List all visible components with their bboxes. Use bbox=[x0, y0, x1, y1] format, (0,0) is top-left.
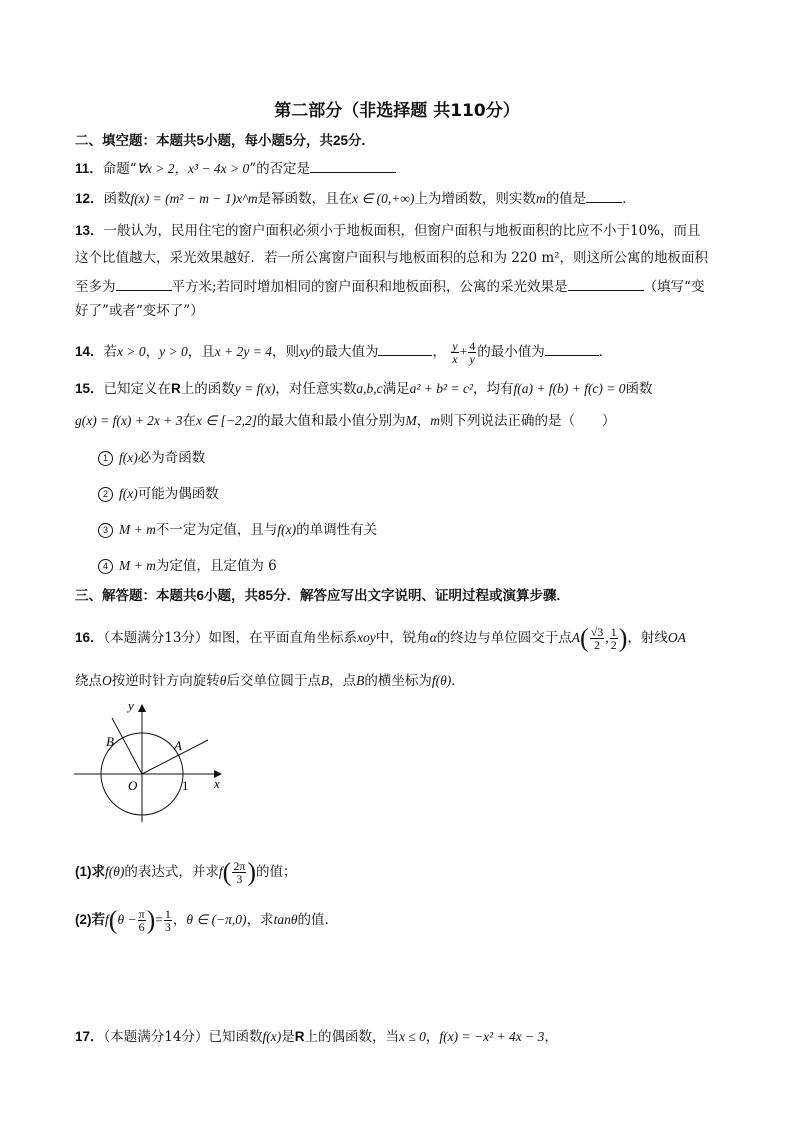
question-13-line2 bbox=[75, 249, 708, 267]
q16-part2-eq: = bbox=[155, 912, 163, 927]
q15-line2-d: 则下列说法正确的是（ ） bbox=[440, 413, 616, 429]
q16-frac2-den: 2 bbox=[610, 638, 617, 652]
q15-option-3[interactable] bbox=[98, 518, 377, 538]
q16-part2-num: π bbox=[138, 907, 145, 921]
question-12 bbox=[75, 188, 636, 208]
option-4-text: 为定值，且定值为 6 bbox=[155, 558, 277, 574]
q16-line1-c: 的终边与单位圆交于点 bbox=[436, 630, 572, 646]
ray-ob bbox=[112, 718, 142, 774]
question-15-line2 bbox=[75, 412, 616, 430]
q16-paren-left: ( bbox=[580, 623, 589, 653]
q12-text-d: 的值是 bbox=[545, 191, 587, 207]
q14-frac1-den: x bbox=[452, 352, 458, 366]
section2-header-text: 二、填空题：本题共5小题，每小题5分，共25分. bbox=[75, 133, 366, 148]
q13-line3-a: 至多为 bbox=[75, 279, 116, 295]
q16-part2-den: 6 bbox=[138, 920, 145, 934]
q16-part1-b: 的表达式，并求 bbox=[124, 864, 219, 880]
q16-part1-frac bbox=[232, 860, 246, 885]
question-16-line1 bbox=[75, 623, 686, 653]
q16-frac-sqrt3-2 bbox=[590, 626, 605, 651]
q16-line2-d: ，点 bbox=[329, 673, 357, 689]
question-16-part1 bbox=[75, 857, 297, 887]
option-4-math: M + m bbox=[119, 558, 156, 573]
q14-text-a: 若 bbox=[103, 344, 118, 360]
q15-line1-b: 上的函数 bbox=[180, 381, 235, 397]
q17-R: R bbox=[294, 1029, 305, 1044]
q14-text-g: 的最小值为 bbox=[477, 344, 545, 360]
q16-frac-1-2 bbox=[610, 626, 618, 651]
q16-part2-frac-pi-6 bbox=[138, 908, 146, 933]
q15-line2-m3: M bbox=[405, 413, 417, 428]
q15-line2-m1: g(x) = f(x) + 2x + 3 bbox=[75, 413, 183, 428]
q16-line2-O: O bbox=[102, 673, 112, 688]
q16-frac1-num: √3 bbox=[590, 625, 604, 639]
q15-line1-R: R bbox=[171, 381, 181, 396]
q13-line2: 这个比值越大，采光效果越好．若一所公寓窗户面积与地板面积的总和为 220 m²，则这所公寓的地板面积 bbox=[75, 250, 709, 266]
q16-frac2-num: 1 bbox=[610, 625, 617, 639]
q16-part1-paren-right: ) bbox=[247, 857, 257, 887]
q17-text-a: （本题满分14分）已知函数 bbox=[103, 1029, 263, 1045]
q17-text-d: ， bbox=[425, 1029, 440, 1045]
one-label: 1 bbox=[182, 778, 189, 793]
q15-line1-a: 已知定义在 bbox=[103, 381, 172, 397]
option-1-math: f(x) bbox=[119, 450, 138, 465]
section3-header-text: 三、解答题：本题共6小题，共85分．解答应写出文字说明、证明过程或演算步骤. bbox=[75, 588, 561, 603]
q11-number: 11． bbox=[75, 161, 103, 176]
q13-answer-blank-1[interactable] bbox=[116, 276, 172, 291]
q16-line2-end: ． bbox=[451, 673, 465, 689]
question-13-line4 bbox=[75, 302, 204, 320]
q16-part2-fnum: 1 bbox=[164, 907, 171, 921]
q16-line1-m1: xoy bbox=[356, 630, 376, 645]
q16-part2-paren-right: ) bbox=[146, 905, 156, 935]
option-2-math: f(x) bbox=[119, 486, 138, 501]
option-3-math2: f(x) bbox=[277, 522, 297, 537]
q12-text-c: 上为增函数，则实数 bbox=[414, 191, 536, 207]
q16-part1-m1: f(θ) bbox=[105, 864, 125, 879]
q15-line1-c: ，对任意实数 bbox=[275, 381, 357, 397]
q15-line2-m4: m bbox=[430, 413, 441, 428]
q15-line2-a: 在 bbox=[182, 413, 197, 429]
q16-number: 16． bbox=[75, 630, 104, 645]
q11-math: ∀x > 2，x³ − 4x > 0 bbox=[136, 161, 250, 176]
x-axis-label: x bbox=[214, 776, 220, 791]
q16-line1-A: A bbox=[571, 630, 581, 645]
page-title: 第二部分（非选择题 共110分） bbox=[274, 101, 520, 121]
q14-math-c: x + 2y = 4 bbox=[214, 344, 272, 359]
q13-line3-b: 平方米;若同时增加相同的窗户面积和地板面积，公寓的采光效果是 bbox=[171, 279, 568, 295]
q12-number: 12． bbox=[75, 191, 104, 206]
q14-fraction-y-over-x bbox=[451, 340, 458, 365]
option-3-text2: 的单调性有关 bbox=[296, 522, 378, 538]
q17-text-c: 上的偶函数，当 bbox=[304, 1029, 399, 1045]
q17-text-e: ， bbox=[544, 1029, 558, 1045]
q14-frac1-num: y bbox=[452, 339, 458, 353]
option-3-text: 不一定为定值，且与 bbox=[155, 522, 278, 538]
q16-part1-den: 3 bbox=[236, 872, 243, 886]
option-3-mark: 3 bbox=[98, 523, 113, 538]
q12-text-b: 是幂函数，且在 bbox=[257, 191, 353, 207]
section3-header bbox=[75, 587, 560, 605]
q14-answer-blank-1[interactable] bbox=[378, 341, 432, 356]
q15-option-1[interactable] bbox=[98, 446, 205, 466]
point-a-label: A bbox=[174, 738, 182, 753]
point-b-label: B bbox=[106, 734, 114, 749]
q14-text-b: ， bbox=[145, 344, 160, 360]
q16-line2-b: 按逆时针方向旋转 bbox=[111, 673, 220, 689]
question-11 bbox=[75, 158, 396, 178]
q12-text-a: 函数 bbox=[103, 191, 131, 207]
q16-part2-m: θ − bbox=[117, 912, 137, 927]
q15-option-4[interactable] bbox=[98, 554, 277, 574]
q13-line3-c: （填写“变 bbox=[643, 279, 705, 295]
origin-label: O bbox=[128, 778, 138, 793]
q12-math-c: m bbox=[535, 191, 546, 206]
q16-line2-e: 的横坐标为 bbox=[364, 673, 432, 689]
q16-part2-fden: 3 bbox=[164, 920, 171, 934]
q16-part1-c: 的值； bbox=[256, 864, 297, 880]
q16-line1-OA: OA bbox=[667, 630, 686, 645]
y-axis-label: y bbox=[128, 698, 134, 713]
q14-end: ． bbox=[598, 344, 613, 360]
q16-part2-c: ，求 bbox=[246, 912, 274, 928]
q13-number: 13． bbox=[75, 223, 104, 238]
q16-line2-theta: θ bbox=[219, 673, 227, 688]
q16-line2-B2: B bbox=[356, 673, 365, 688]
q15-line2-m2: x ∈ [−2,2] bbox=[196, 413, 258, 428]
q14-math-b: y > 0 bbox=[159, 344, 188, 359]
q12-answer-blank[interactable] bbox=[586, 188, 622, 203]
q11-answer-blank[interactable] bbox=[310, 158, 396, 173]
q16-part2-e: 的值. bbox=[297, 912, 329, 928]
y-axis-arrow-icon bbox=[138, 704, 146, 712]
q16-line2-a: 绕点 bbox=[75, 673, 102, 689]
q15-option-2[interactable] bbox=[98, 482, 219, 502]
q16-part1-a: (1)求 bbox=[75, 864, 105, 879]
q14-frac2-den: y bbox=[469, 352, 475, 366]
q12-end: ． bbox=[622, 191, 636, 207]
question-14 bbox=[75, 340, 612, 365]
q16-part1-num: 2π bbox=[233, 859, 246, 873]
q14-math-a: x > 0 bbox=[117, 344, 146, 359]
q14-number: 14． bbox=[75, 344, 104, 359]
question-16-line2 bbox=[75, 672, 465, 690]
option-2-mark: 2 bbox=[98, 487, 113, 502]
q15-number: 15． bbox=[75, 381, 104, 396]
q13-line4: 好了”或者“变坏了”） bbox=[75, 303, 204, 319]
q16-paren-right: ) bbox=[618, 623, 628, 653]
q16-comma: , bbox=[605, 630, 609, 645]
q15-line1-d: 满足 bbox=[382, 381, 410, 397]
option-1-mark: 1 bbox=[98, 451, 113, 466]
q17-math-b: x ≤ 0 bbox=[398, 1029, 426, 1044]
q16-frac1-den: 2 bbox=[594, 638, 601, 652]
q16-line1-m2: α bbox=[429, 630, 437, 645]
q13-answer-blank-2[interactable] bbox=[568, 276, 644, 291]
q16-part2-f: f bbox=[105, 912, 109, 927]
q15-line1-m2: a,b,c bbox=[356, 381, 383, 396]
question-13-line1 bbox=[75, 222, 701, 240]
q14-frac2-num: 4 bbox=[469, 339, 476, 353]
q14-text-c: ，且 bbox=[187, 344, 215, 360]
q16-part2-b: ， bbox=[172, 912, 187, 928]
q16-line2-c: 后交单位圆于点 bbox=[226, 673, 321, 689]
q14-fraction-4-over-y bbox=[468, 340, 476, 365]
q16-part2-frac-1-3 bbox=[164, 908, 172, 933]
q17-math-a: f(x) bbox=[262, 1029, 282, 1044]
q16-part2-a: (2)若 bbox=[75, 912, 105, 927]
option-4-mark: 4 bbox=[98, 559, 113, 574]
q16-line1-b: 中，锐角 bbox=[375, 630, 430, 646]
q11-text-b: ”的否定是 bbox=[249, 161, 311, 177]
q16-line2-f: f(θ) bbox=[431, 673, 452, 688]
q14-answer-blank-2[interactable] bbox=[545, 341, 599, 356]
question-13-line3 bbox=[75, 276, 704, 296]
q16-part1-paren-left: ( bbox=[222, 857, 232, 887]
q15-line1-m1: y = f(x) bbox=[234, 381, 276, 396]
section2-header bbox=[75, 132, 365, 150]
q17-math-c: f(x) = −x² + 4x − 3 bbox=[439, 1029, 545, 1044]
q16-line1-d: ，射线 bbox=[627, 630, 668, 646]
q14-text-e: 的最大值为 bbox=[310, 344, 379, 360]
q12-math-a: f(x) = (m² − m − 1)x^m bbox=[130, 191, 258, 206]
q12-math-b: x ∈ (0,+∞) bbox=[352, 191, 415, 206]
question-17 bbox=[75, 1028, 558, 1046]
option-3-math: M + m bbox=[119, 522, 156, 537]
q14-text-f: ， bbox=[432, 344, 446, 360]
q14-text-d: ，则 bbox=[271, 344, 299, 360]
q13-line1: 一般认为，民用住宅的窗户面积必须小于地板面积，但窗户面积与地板面积的比应不小于10%，而且 bbox=[103, 223, 701, 239]
question-15-line1 bbox=[75, 380, 653, 398]
option-1-text: 必为奇函数 bbox=[137, 450, 206, 466]
q15-line1-m3: a² + b² = c² bbox=[409, 381, 473, 396]
q17-text-b: 是 bbox=[281, 1029, 295, 1045]
q16-line2-B: B bbox=[320, 673, 330, 688]
q14-math-d: xy bbox=[298, 344, 311, 359]
q16-part2-paren-left: ( bbox=[108, 905, 118, 935]
q16-line1-a: （本题满分13分）如图，在平面直角坐标系 bbox=[103, 630, 357, 646]
q15-line2-b: 的最大值和最小值分别为 bbox=[257, 413, 406, 429]
q15-line2-c: ， bbox=[416, 413, 431, 429]
q17-number: 17． bbox=[75, 1029, 104, 1044]
q15-line1-e: ，均有 bbox=[472, 381, 514, 397]
q16-part2-m3: tanθ bbox=[273, 912, 298, 927]
q11-text-a: 命题“ bbox=[102, 161, 137, 177]
option-2-text: 可能为偶函数 bbox=[137, 486, 219, 502]
q15-line1-f: 函数 bbox=[625, 381, 653, 397]
q15-line1-m4: f(a) + f(b) + f(c) = 0 bbox=[513, 381, 626, 396]
question-16-part2 bbox=[75, 905, 329, 935]
q16-part2-m2: θ ∈ (−π,0) bbox=[186, 912, 247, 927]
unit-circle-figure bbox=[68, 698, 238, 828]
q14-plus: + bbox=[459, 344, 468, 359]
q16-part1-f: f bbox=[218, 864, 223, 879]
